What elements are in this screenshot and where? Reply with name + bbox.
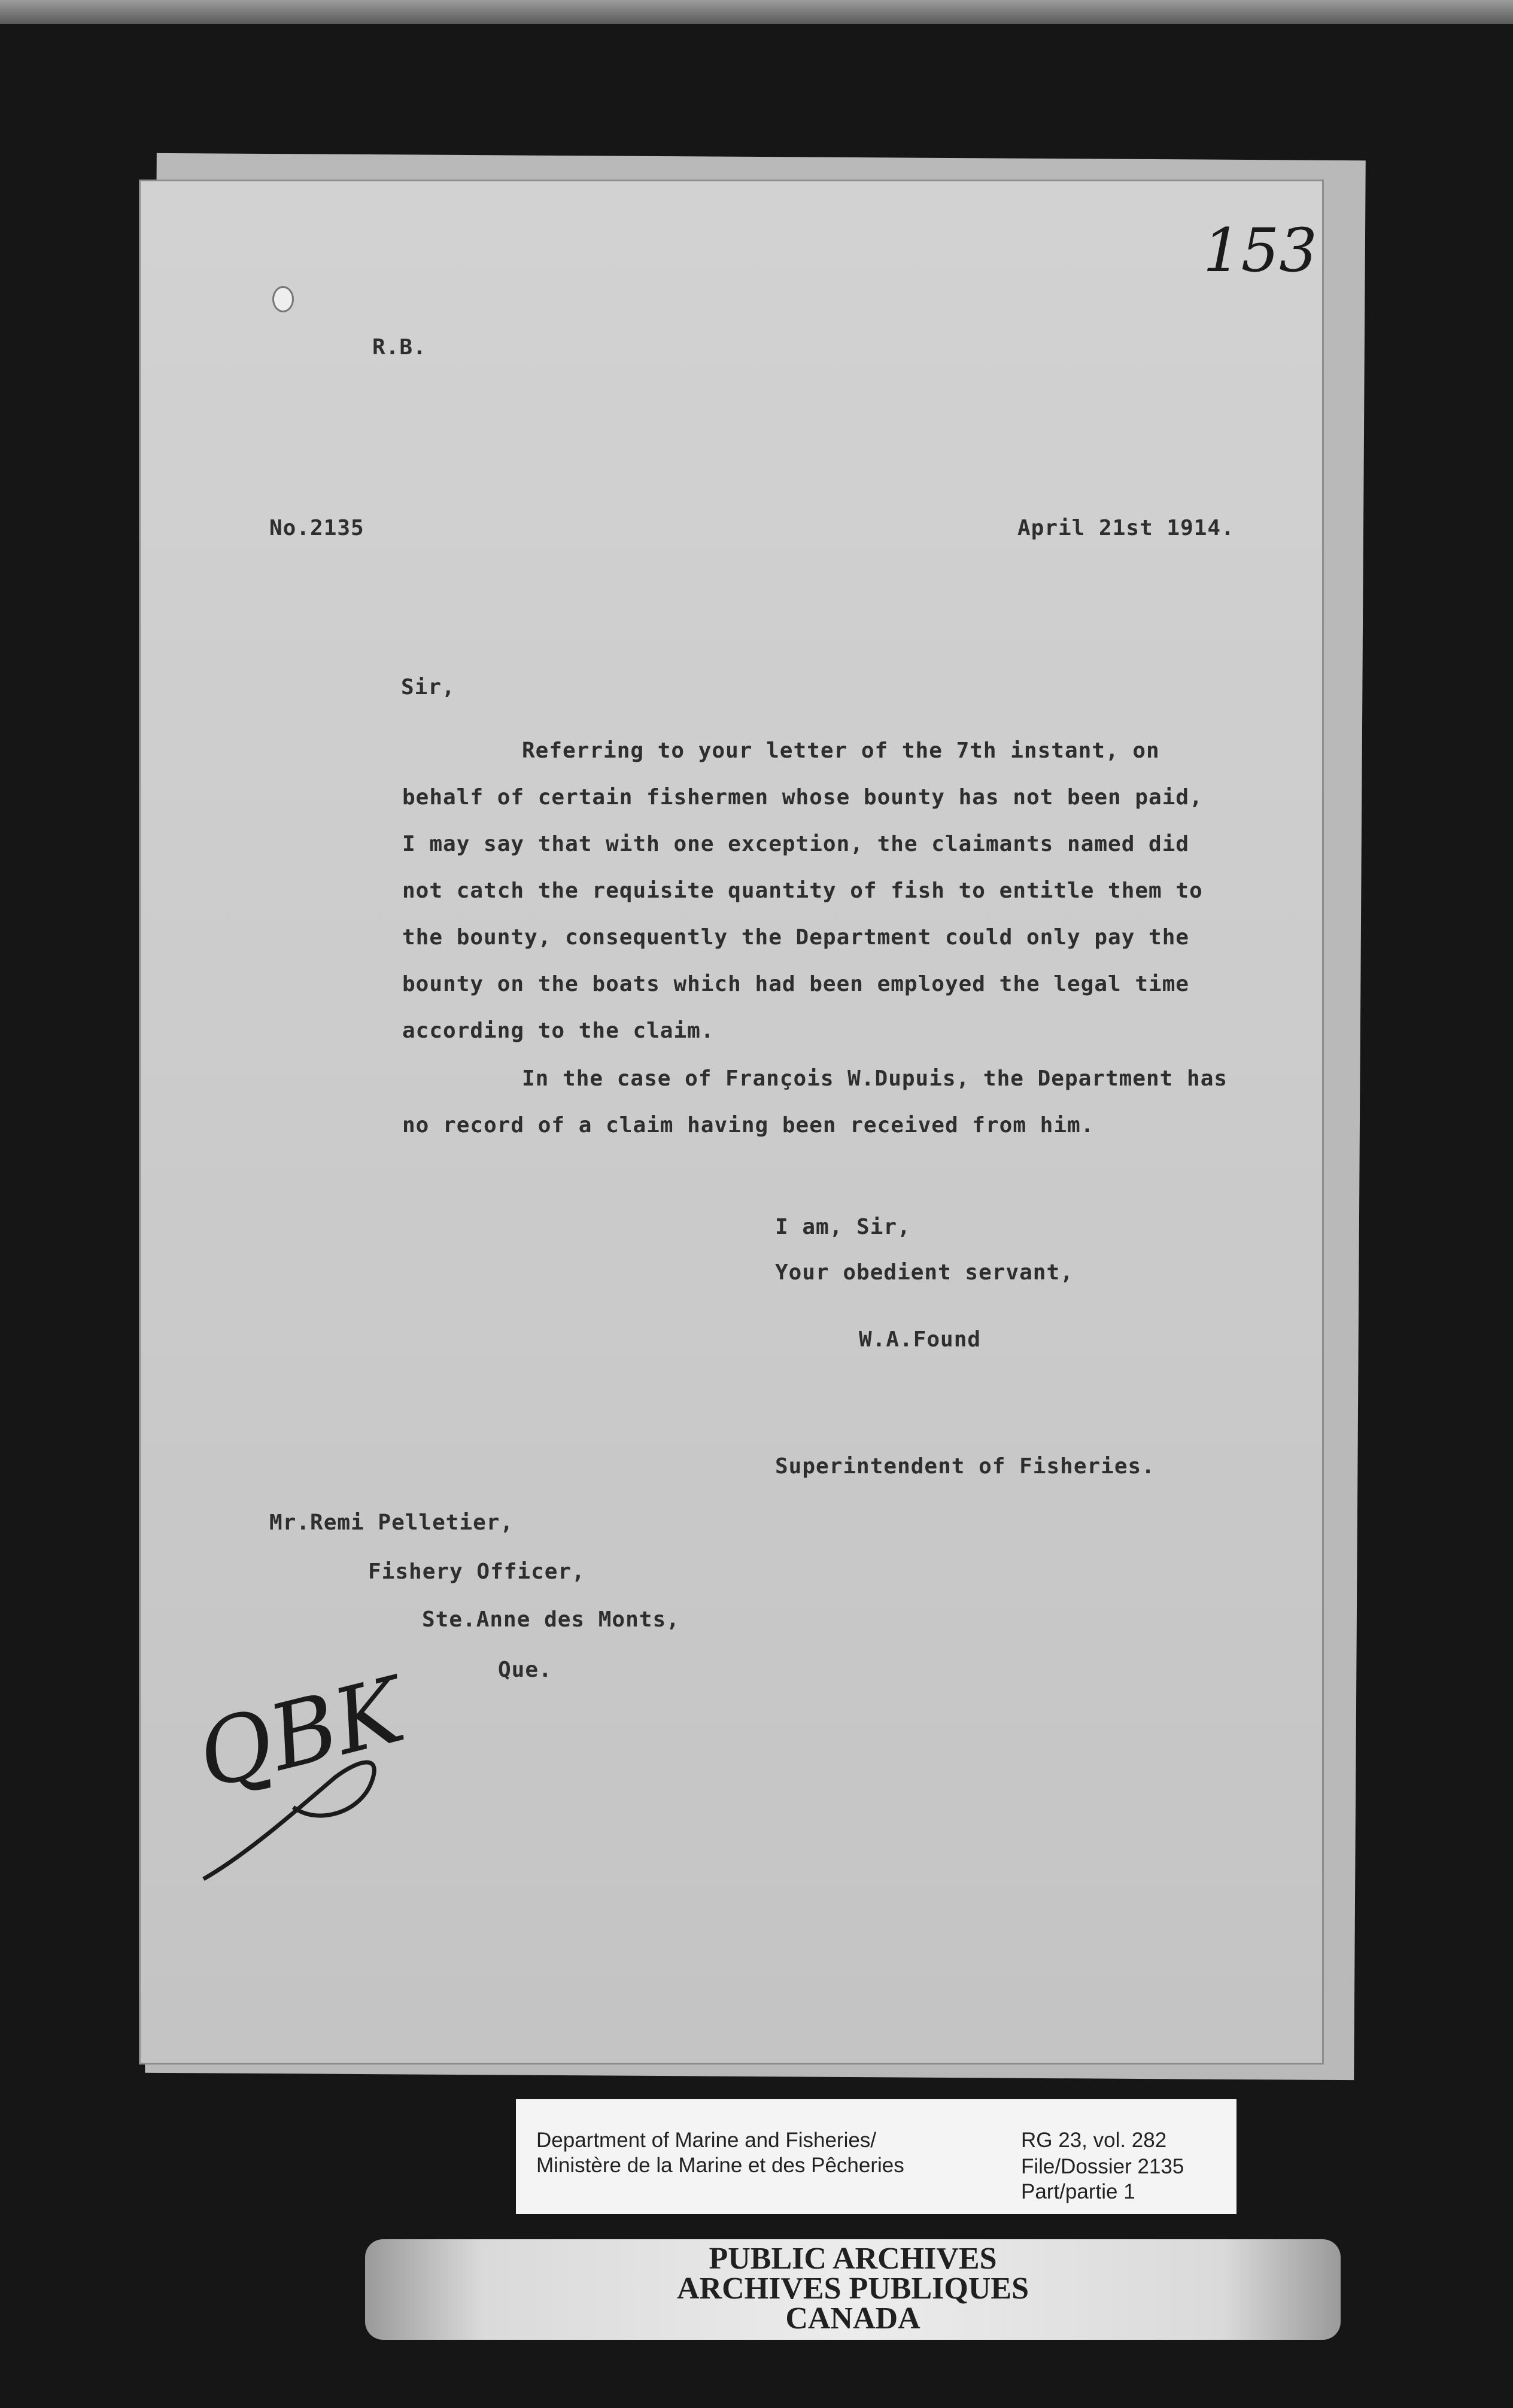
salutation: Sir,: [401, 675, 455, 700]
recipient-town: Ste.Anne des Monts,: [422, 1607, 680, 1632]
body-line: Referring to your letter of the 7th instant, on: [522, 738, 1160, 763]
body-line: the bounty, consequently the Department could only pay the: [402, 925, 1190, 950]
stamp-line-french: ARCHIVES PUBLIQUES: [676, 2272, 1029, 2306]
file-dossier-number: File/Dossier 2135: [1021, 2155, 1184, 2178]
recipient-province: Que.: [498, 1658, 552, 1682]
film-frame-edge: [0, 0, 1513, 24]
handwritten-initials-text: QBK: [188, 1658, 414, 1810]
public-archives-stamp: [365, 2239, 1341, 2340]
initials-flourish: [192, 1735, 407, 1891]
recipient-position: Fishery Officer,: [368, 1559, 585, 1584]
part-number: Part/partie 1: [1021, 2180, 1135, 2203]
body-line: In the case of François W.Dupuis, the Department has: [522, 1066, 1228, 1091]
body-line: I may say that with one exception, the claimants named did: [402, 832, 1190, 856]
closing: I am, Sir,: [775, 1215, 911, 1239]
punch-hole: [272, 286, 294, 312]
department-french: Ministère de la Marine et des Pêcheries: [536, 2154, 904, 2177]
body-line: behalf of certain fishermen whose bounty has not been paid,: [402, 785, 1203, 810]
file-number: No.2135: [269, 516, 364, 540]
body-line: not catch the requisite quantity of fish to entitle them to: [402, 878, 1203, 903]
closing-servant: Your obedient servant,: [775, 1260, 1074, 1285]
record-group-reference: RG 23, vol. 282: [1021, 2129, 1167, 2152]
signatory-title: Superintendent of Fisheries.: [775, 1454, 1155, 1479]
folio-number: 153: [1203, 215, 1317, 285]
recipient-name: Mr.Remi Pelletier,: [269, 1510, 514, 1535]
department-english: Department of Marine and Fisheries/: [536, 2129, 877, 2152]
archive-reference-label: [516, 2099, 1236, 2214]
body-line: bounty on the boats which had been employed the legal time: [402, 972, 1190, 996]
stamp-line-english: PUBLIC ARCHIVES: [709, 2242, 997, 2276]
stamp-line-country: CANADA: [785, 2301, 920, 2336]
body-line: according to the claim.: [402, 1018, 715, 1043]
signatory-name: W.A.Found: [859, 1327, 982, 1352]
body-line: no record of a claim having been received from him.: [402, 1113, 1095, 1138]
letter-date: April 21st 1914.: [1017, 516, 1235, 540]
initials-reference: R.B.: [372, 335, 427, 360]
